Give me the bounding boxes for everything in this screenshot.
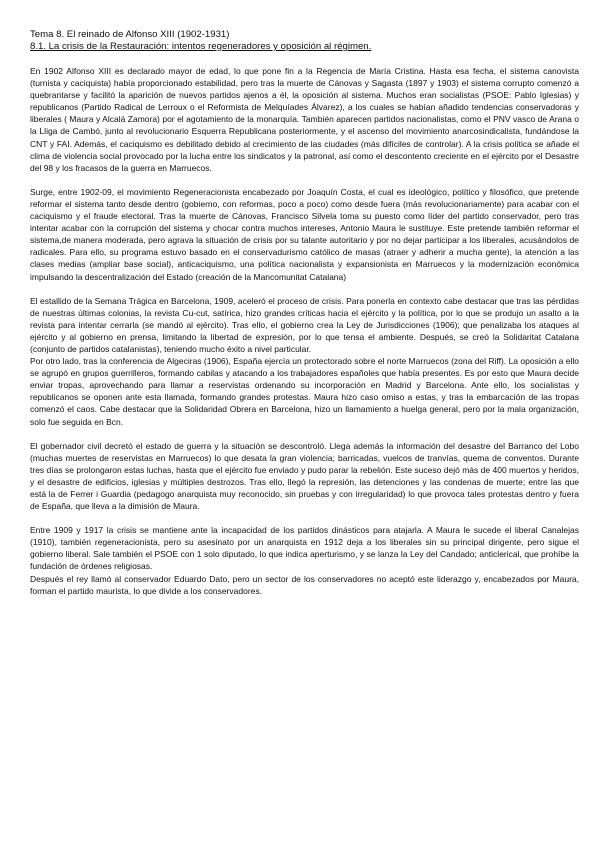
spacer [30,174,579,186]
paragraph-eduardo-dato: Después el rey llamó al conservador Eduardo Dato, pero un sector de los conservadores no aceptó este liderazgo y, encabezados por Maura, forman el partido maurista, lo que divide a los conservadores. [30,573,579,596]
document-page [30,29,579,597]
paragraph-intro: En 1902 Alfonso XIII es declarado mayor de edad, lo que pone fin a la Regencia de María Cristina. Hasta esa fecha, el sistema canovista (turnista y caciquista) había proporcionado estabilidad, pero tras la muerte de Cánovas y Sagasta (1897 y 1903) el sistema corrupto comenzó a quebrantarse y facilitó la aparición de nuevos partidos ajenos a él, la oposición al sistema. Muchos eran socialistas (PSOE: Pablo Iglesias) y republicanos (Partido Radical de Lerroux o el Reformista de Melquíades Álvarez), a los cuales se habían añadido tendencias conservadoras y liberales ( Maura y Alcalá Zamora) por el agotamiento de la monarquía. También aparecen partidos nacionalistas, como el PNV vasco de Arana o la Lliga de Cambó, junto al revolucionario Esquerra Republicana posteriormente, y el ascenso del movimiento anarcosindicalista, fundándose la CNT y FAI. Además, el caciquismo es debilitado debido al crecimiento de las ciudades (más difíciles de controlar). A la crisis política se añade el clima de violencia social provocado por la lucha entre los sindicatos y la patronal, así como el descontento creciente en el ejército por el Desastre del 98 y los fracasos de la guerra en Marruecos. [30,66,579,173]
paragraph-marruecos: Por otro lado, tras la conferencia de Algeciras (1906), España ejercía un protectorado sobre el norte Marruecos (zona del Riff). La oposición a ello se agrupó en grupos guerrilleros, formando cabilas y atacando a los trabajadores españoles que había presentes. Es por esto que Maura decide enviar tropas, aprovechando para llamar a reservistas ordenando su incorporación en Madrid y Barcelona. Ante ello, los socialistas y republicanos se oponen ante esta llamada, formando grandes protestas. Maura hizo caso omiso a estas, y tras la embarcación de las tropas comenzó el caos. Cabe destacar que la Solidaridad Obrera en Barcelona, hizo un llamamiento a huelga general, pero por la mala organización, solo fue seguida en Bcn. [30,356,579,427]
spacer [30,428,579,440]
document-title: Tema 8. El reinado de Alfonso XIII (1902-1931) [30,29,230,40]
paragraph-estado-de-guerra: El gobernador civil decretó el estado de guerra y la situación se descontroló. Llega además la información del desastre del Barranco del Lobo (muchas muertes de reservistas en Marruecos) lo que desata la gran violencia; barricadas, vuelcos de tranvías, quema de conventos. Durante tres días se prolongaron estas luchas, hasta que el ejército fue enviado y pudo parar la rebelión. Este suceso dejó más de 400 muertos y heridos, y el desastre de edificios, iglesias y múltiples destrozos. Tras ello, llegó la represión, las detenciones y las condenas de muerte; entre las que está la de Ferrer i Guardia (pedagogo anarquista muy reconocido, sin pruebas y con irregularidad) lo que provoca tales protestas dentro y fuera de España, que lleva a la dimisión de Maura. [30,440,579,512]
paragraph-1909-1917: Entre 1909 y 1917 la crisis se mantiene ante la incapacidad de los partidos dinásticos para atajarla. A Maura le sucede el liberal Canalejas (1910), también regeneracionista, pero su asesinato por un anarquista en 1912 deja a los liberales sin su principal dirigente, pero sigue el gobierno liberal. Sale también el PSOE con 1 solo diputado, lo que indica aperturismo, y se lanza la Ley del Candado; anticlerical, que prohíbe la fundación de órdenes religiosas. [30,525,579,572]
spacer [30,512,579,524]
spacer [30,283,579,295]
paragraph-regeneracionismo: Surge, entre 1902-09, el movimiento Regeneracionista encabezado por Joaquín Costa, el cual es ideológico, político y filosófico, que pretende reformar el sistema tanto desde dentro (gobierno, con reformas, poco a poco) como desde fuera (más revolucionariamente) para acabar con el caciquismo y el fraude electoral. Tras la muerte de Cánovas, Francisco Silvela toma su puesto como líder del partido conservador, pero tras intentar acabar con la corrupción del sistema y chocar contra muchos intereses, Antonio Maura le sustituye. Este pretende también reformar el sistema,de manera moderada, pero agrava la situación de crisis por su talante autoritario y por no dejar participar a los liberales, acusándolos de radicales. Para ello, su programa estuvo basado en el conservadurismo católico de masas (atraer y adherir a mucha gente), la atención a las clases medias (ampliar base social), anticaciquismo, una política nacionalista y expansionista en Marruecos y la modernización económica impulsando la descentralización del Estado (creación de la Mancomunitat Catalana) [30,186,579,282]
document-subtitle: 8.1. La crisis de la Restauración: intentos regeneradores y oposición al régimen. [30,41,372,52]
spacer [30,53,579,65]
paragraph-semana-tragica: El estallido de la Semana Trágica en Barcelona, 1909, aceleró el proceso de crisis. Para ponerla en contexto cabe destacar que tras las pérdidas de nuestras últimas colonias, la revista Cu-cut, satírica, hizo grandes críticas hacia el ejército y la política, por lo que se produjo un asalto a la revista para intentar cerrarla (se mandó al ejército). Tras ello, el gobierno crea la Ley de Jurisdicciones (1906); que penalizaba los ataques al ejército y al gobierno en prensa, limitando la libertad de expresión, por lo que tensa el ambiente. Después, se creó la Solidaritat Catalana (conjunto de partidos catalanistas), teniendo mucho éxito a nivel particular. [30,295,579,354]
